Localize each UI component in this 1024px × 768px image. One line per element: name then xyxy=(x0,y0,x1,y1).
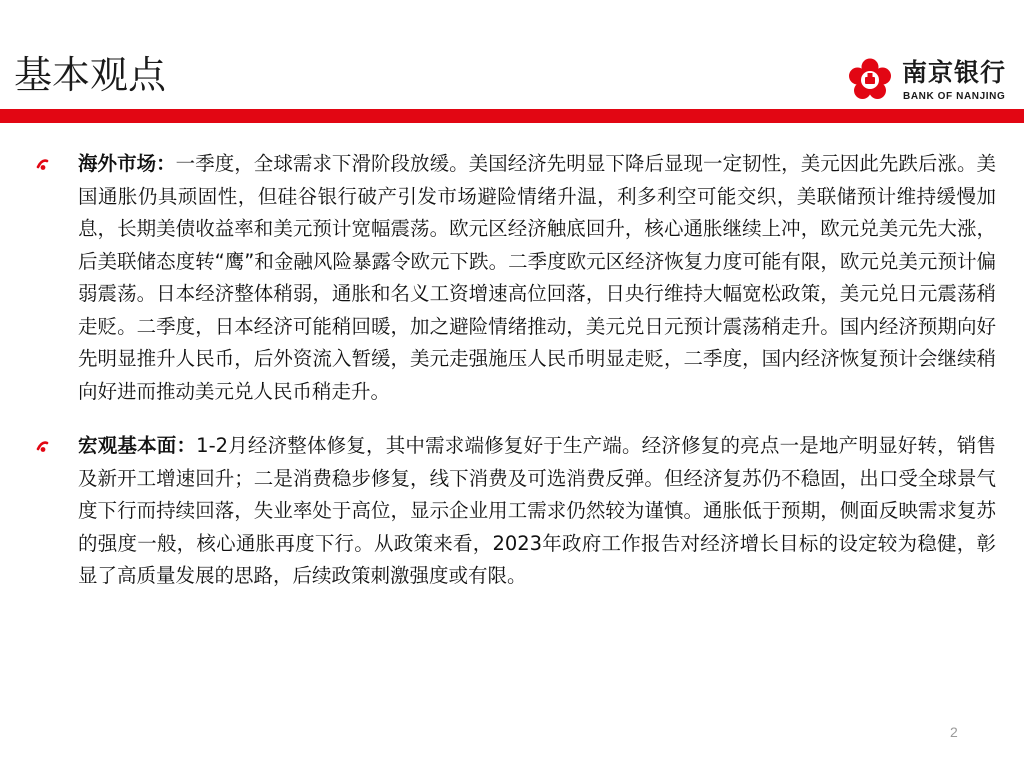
bullet-body: 1-2月经济整体修复，其中需求端修复好于生产端。经济修复的亮点一是地产明显好转，销售及新开工增速回升；二是消费稳步修复，线下消费及可选消费反弹。但经济复苏仍不稳固，出口受全球景气度下行而持续回落，失业率处于高位，显示企业用工需求仍然较为谨慎。通胀低于预期，侧面反映需求复苏的强度一般，核心通胀再度下行。从政策来看，2023年政府工作报告对经济增长目标的设定较为稳健，彰显了高质量发展的思路，后续政策刺激强度或有限。 xyxy=(78,434,996,587)
bank-name-english: BANK OF NANJING xyxy=(903,91,1006,102)
bank-logo xyxy=(846,56,1018,106)
title-divider xyxy=(0,109,1024,123)
slide-title: 基本观点 xyxy=(14,53,167,97)
bullet-body: 一季度，全球需求下滑阶段放缓。美国经济先明显下降后显现一定韧性，美元因此先跌后涨。美国通胀仍具顽固性，但硅谷银行破产引发市场避险情绪升温，利多利空可能交织，美联储预计维持缓慢加息，长期美债收益率和美元预计宽幅震荡。欧元区经济触底回升，核心通胀继续上冲，欧元兑美元先大涨，后美联储态度转“鹰”和金融风险暴露令欧元下跌。二季度欧元区经济恢复力度可能有限，欧元兑美元预计偏弱震荡。日本经济整体稍弱，通胀和名义工资增速高位回落，日央行维持大幅宽松政策，美元兑日元震荡稍走贬。二季度，日本经济可能稍回暖，加之避险情绪推动，美元兑日元预计震荡稍走升。国内经济预期向好先明显推升人民币，后外资流入暂缓，美元走强施压人民币明显走贬，二季度，国内经济恢复预计会继续稍向好进而推动美元兑人民币稍走升。 xyxy=(78,152,996,403)
bullet-paragraph xyxy=(78,430,996,593)
bank-name-chinese: 南京银行 xyxy=(902,58,1007,87)
bullet-icon xyxy=(36,158,50,172)
bank-logo-flower-icon xyxy=(846,56,894,104)
page-number: 2 xyxy=(950,724,958,740)
bullet-icon xyxy=(36,440,50,454)
bullet-heading: 宏观基本面： xyxy=(78,434,197,457)
bullet-macro-fundamentals xyxy=(36,430,996,593)
slide-content xyxy=(36,148,996,615)
bullet-overseas-market xyxy=(36,148,996,408)
bullet-paragraph xyxy=(78,148,996,408)
bullet-heading: 海外市场： xyxy=(78,152,176,175)
